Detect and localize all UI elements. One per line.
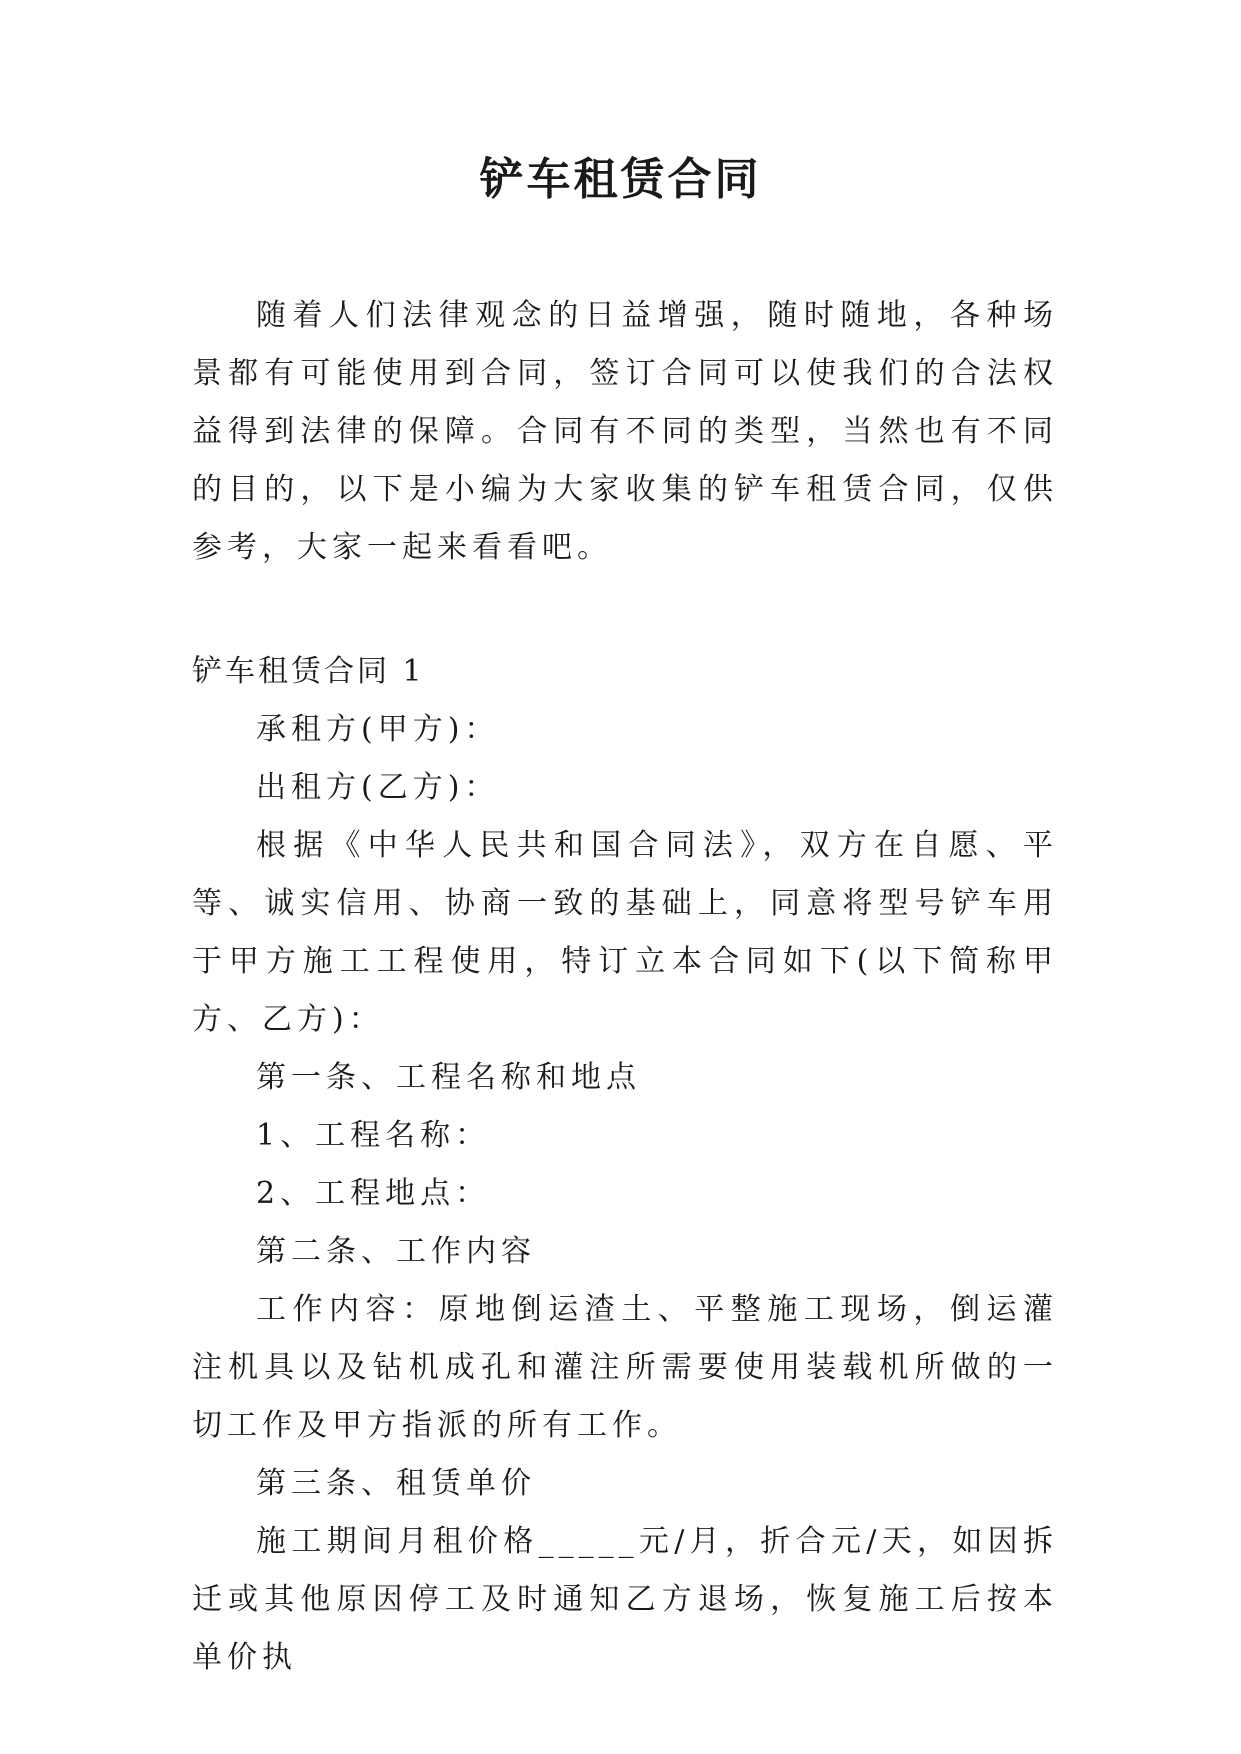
project-name-line: 1、工程名称：: [256, 1118, 491, 1153]
section-heading: 铲车租赁合同 1: [192, 654, 425, 689]
contract-body: [192, 643, 1058, 1687]
party-b-line: 出租方(乙方)：: [256, 770, 500, 805]
document-title: 铲车租赁合同: [479, 154, 762, 205]
article-1-heading: 第一条、工程名称和地点: [256, 1060, 641, 1095]
intro-paragraph: 随着人们法律观念的日益增强，随时随地，各种场景都有可能使用到合同，签订合同可以使我们的合法权益得到法律的保障。合同有不同的类型，当然也有不同的目的，以下是小编为大家收集的铲车租赁合同，仅供参考，大家一起来看看吧。: [192, 298, 1058, 565]
rental-price-paragraph: 施工期间月租价格_____元/月，折合元/天，如因拆迁或其他原因停工及时通知乙方退场，恢复施工后按本单价执: [192, 1524, 1058, 1675]
preamble-paragraph: 根据《中华人民共和国合同法》，双方在自愿、平等、诚实信用、协商一致的基础上，同意将型号铲车用于甲方施工工程使用，特订立本合同如下(以下简称甲方、乙方)：: [192, 828, 1058, 1037]
article-2-heading: 第二条、工作内容: [256, 1234, 536, 1269]
article-3-heading: 第三条、租赁单价: [256, 1466, 536, 1501]
party-a-line: 承租方(甲方)：: [256, 712, 500, 747]
work-content-paragraph: 工作内容：原地倒运渣土、平整施工现场，倒运灌注机具以及钻机成孔和灌注所需要使用装载机所做的一切工作及甲方指派的所有工作。: [192, 1292, 1058, 1443]
project-location-line: 2、工程地点：: [256, 1176, 491, 1211]
